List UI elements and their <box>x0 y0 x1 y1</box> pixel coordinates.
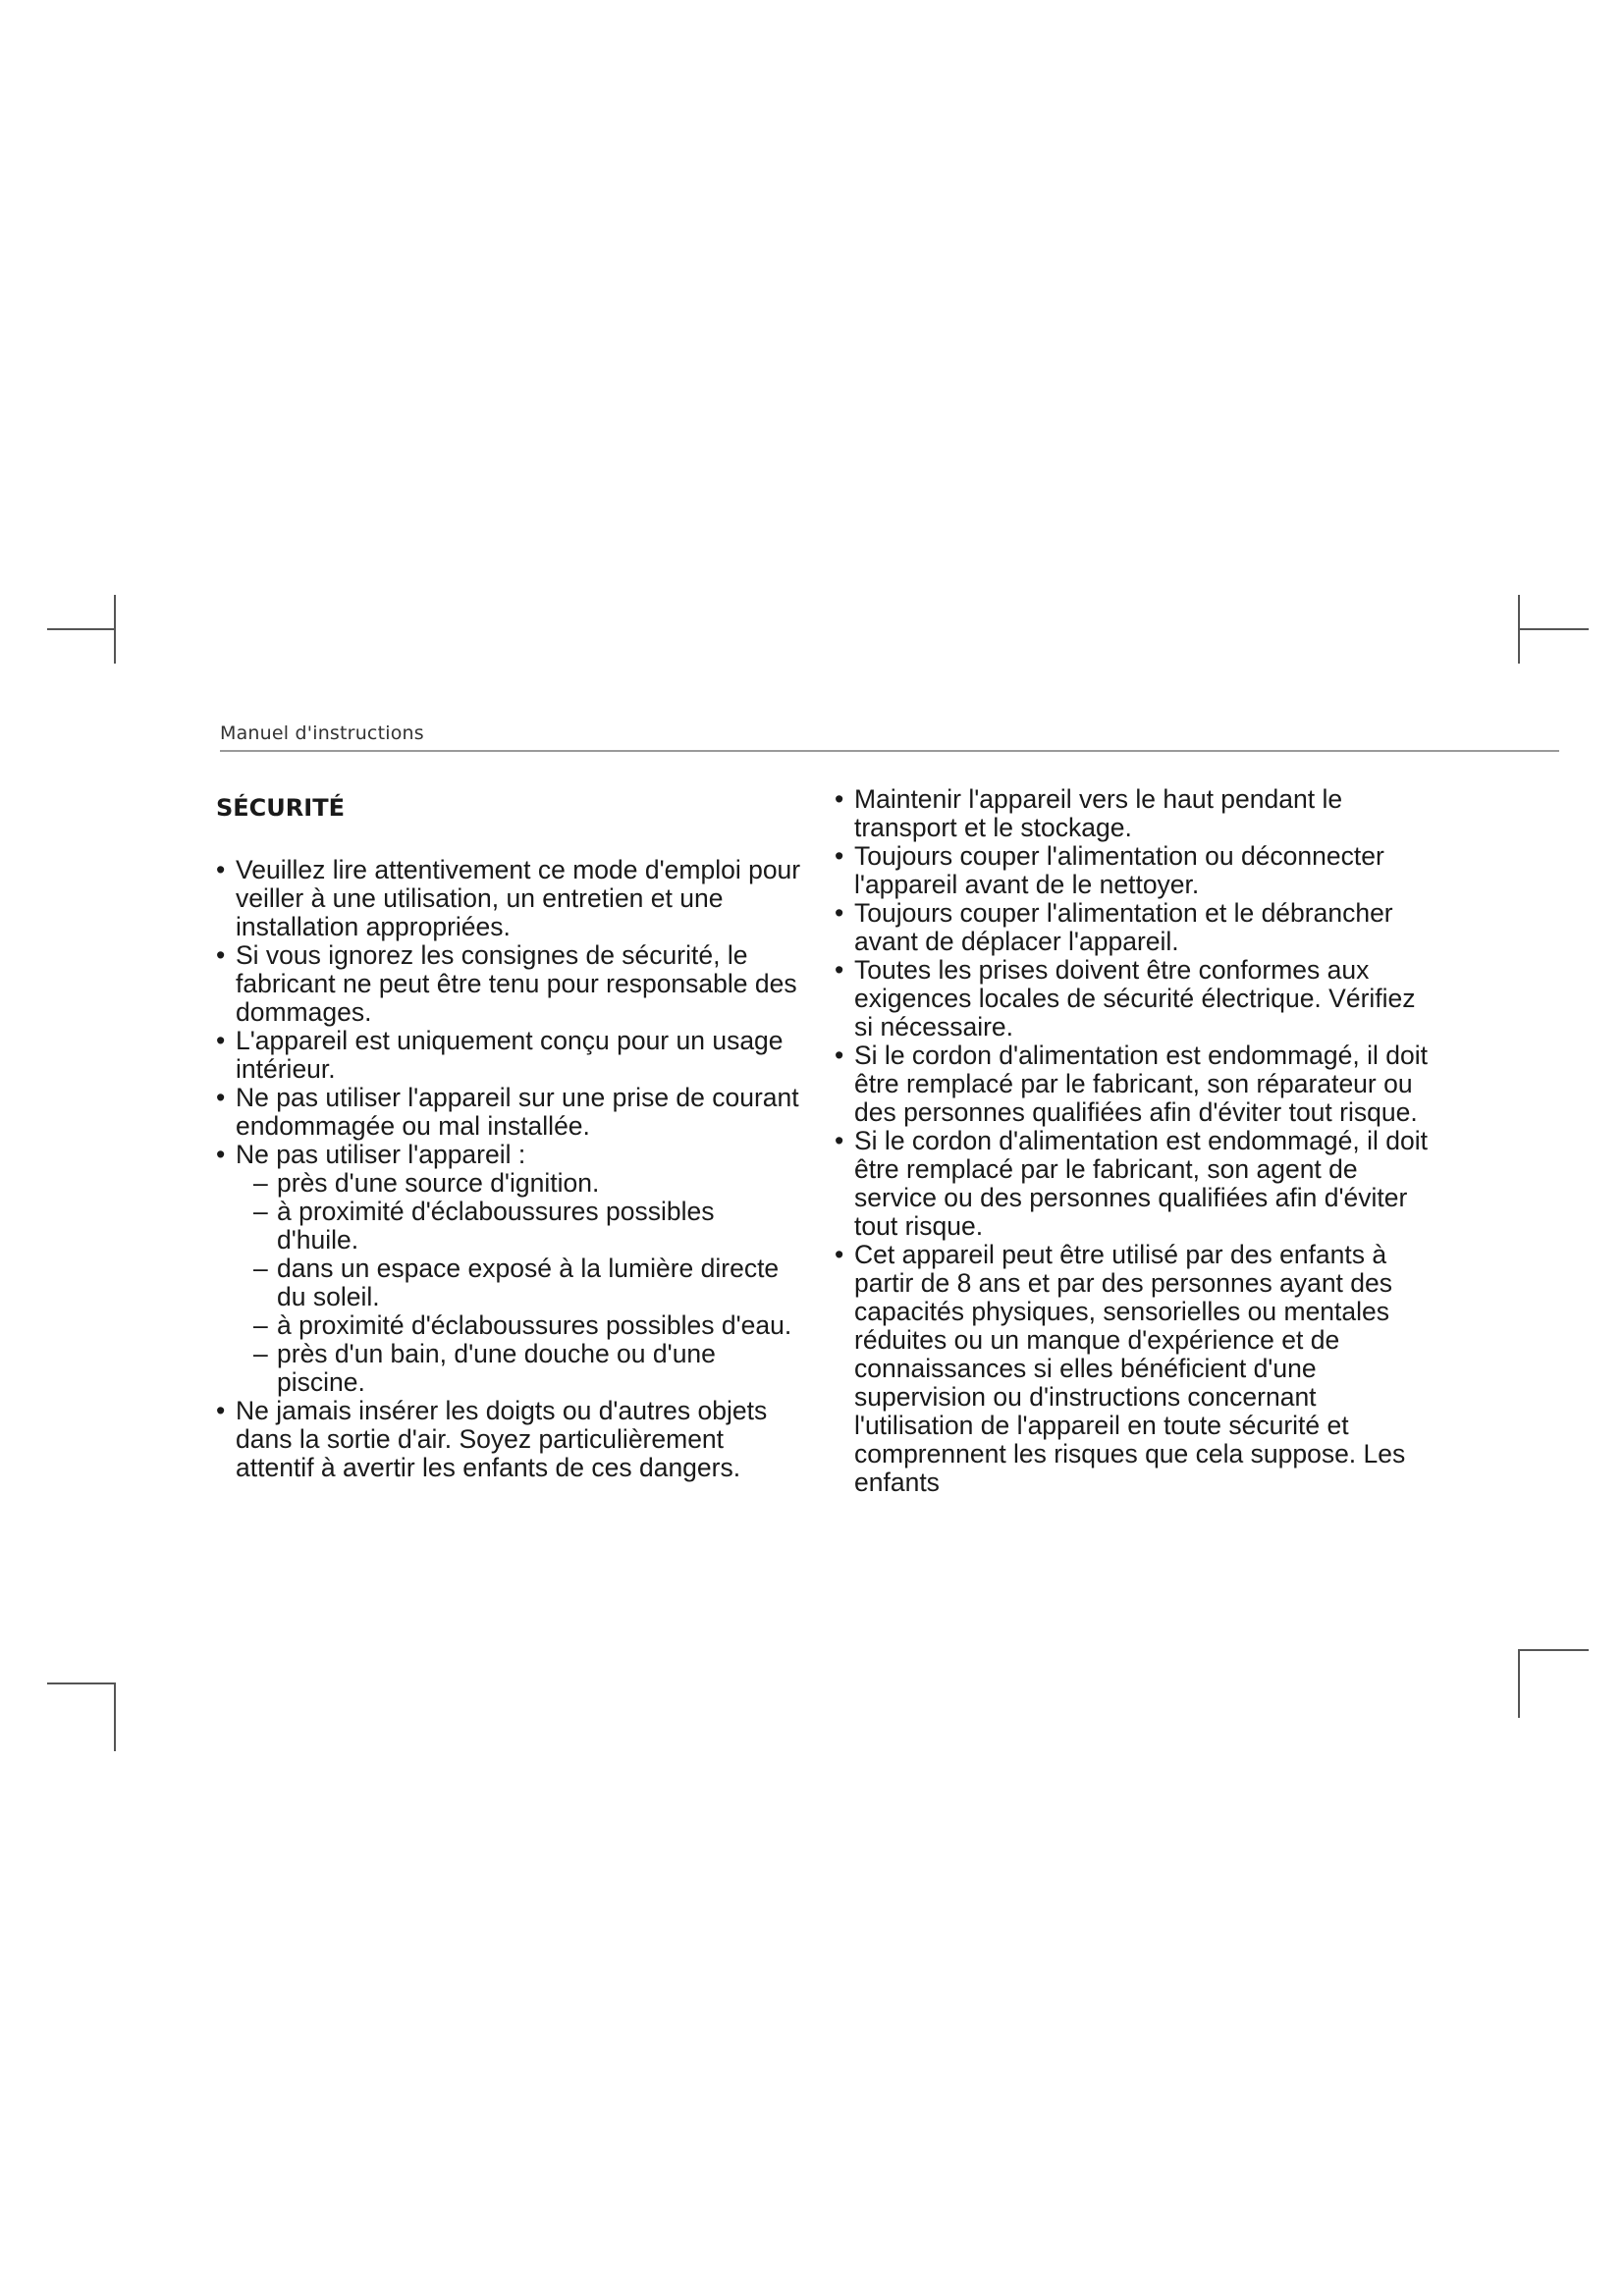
list-item: • L'appareil est uniquement conçu pour un usage intérieur. <box>212 1027 801 1084</box>
list-item: • Toutes les prises doivent être conformes aux exigences locales de sécurité électrique. Vérifiez si nécessaire. <box>831 956 1439 1041</box>
list-item: • Maintenir l'appareil vers le haut pendant le transport et le stockage. <box>831 785 1439 842</box>
sub-list-item: – près d'un bain, d'une douche ou d'une piscine. <box>253 1340 801 1397</box>
list-item: • Ne jamais insérer les doigts ou d'autres objets dans la sortie d'air. Soyez particulièrement attentif à avertir les enfants de ces dangers. <box>212 1397 801 1482</box>
safety-list-right <box>831 785 1439 1497</box>
left-column <box>212 785 801 1482</box>
list-item-with-subitems <box>212 1141 801 1397</box>
sub-list-item: – à proximité d'éclaboussures possibles d'huile. <box>253 1198 801 1255</box>
list-item: • Toujours couper l'alimentation et le débrancher avant de déplacer l'appareil. <box>831 899 1439 956</box>
header-divider <box>220 750 1559 752</box>
crop-mark-top-right-h <box>1520 628 1589 630</box>
crop-mark-bottom-right-h <box>1520 1649 1589 1651</box>
sub-list-item: – près d'une source d'ignition. <box>253 1169 801 1198</box>
list-item: • Cet appareil peut être utilisé par des enfants à partir de 8 ans et par des personnes ayant des capacités physiques, sensorielles ou mentales réduites ou un manque d'expérience et de connaissances si elles bénéficient d'une supervision ou d'instructions concernant l'utilisation de l'appareil en toute sécurité et comprennent les risques que cela suppose. Les enfants <box>831 1241 1439 1497</box>
list-item-label: Ne pas utiliser l'appareil : <box>236 1140 526 1169</box>
list-item: • Toujours couper l'alimentation ou déconnecter l'appareil avant de le nettoyer. <box>831 842 1439 899</box>
crop-mark-bottom-left-h <box>47 1682 116 1684</box>
right-column <box>831 785 1439 1497</box>
list-item: • Ne pas utiliser l'appareil sur une prise de courant endommagée ou mal installée. <box>212 1084 801 1141</box>
sub-list <box>236 1169 801 1397</box>
crop-mark-bottom-left-v <box>114 1682 116 1751</box>
safety-list-left <box>212 856 801 1482</box>
crop-mark-top-right-v <box>1518 595 1520 664</box>
crop-mark-top-left-v <box>114 595 116 664</box>
running-header: Manuel d'instructions <box>220 722 424 744</box>
crop-mark-top-left-h <box>47 628 116 630</box>
sub-list-item: – dans un espace exposé à la lumière directe du soleil. <box>253 1255 801 1311</box>
section-title: SÉCURITÉ <box>216 794 345 822</box>
list-item: • Si vous ignorez les consignes de sécurité, le fabricant ne peut être tenu pour responsable des dommages. <box>212 941 801 1027</box>
list-item: • Veuillez lire attentivement ce mode d'emploi pour veiller à une utilisation, un entretien et une installation appropriées. <box>212 856 801 941</box>
sub-list-item: – à proximité d'éclaboussures possibles d'eau. <box>253 1311 801 1340</box>
list-item: • Si le cordon d'alimentation est endommagé, il doit être remplacé par le fabricant, son réparateur ou des personnes qualifiées afin d'éviter tout risque. <box>831 1041 1439 1127</box>
crop-mark-bottom-right-v <box>1518 1649 1520 1718</box>
list-item: • Si le cordon d'alimentation est endommagé, il doit être remplacé par le fabricant, son agent de service ou des personnes qualifiées afin d'éviter tout risque. <box>831 1127 1439 1241</box>
